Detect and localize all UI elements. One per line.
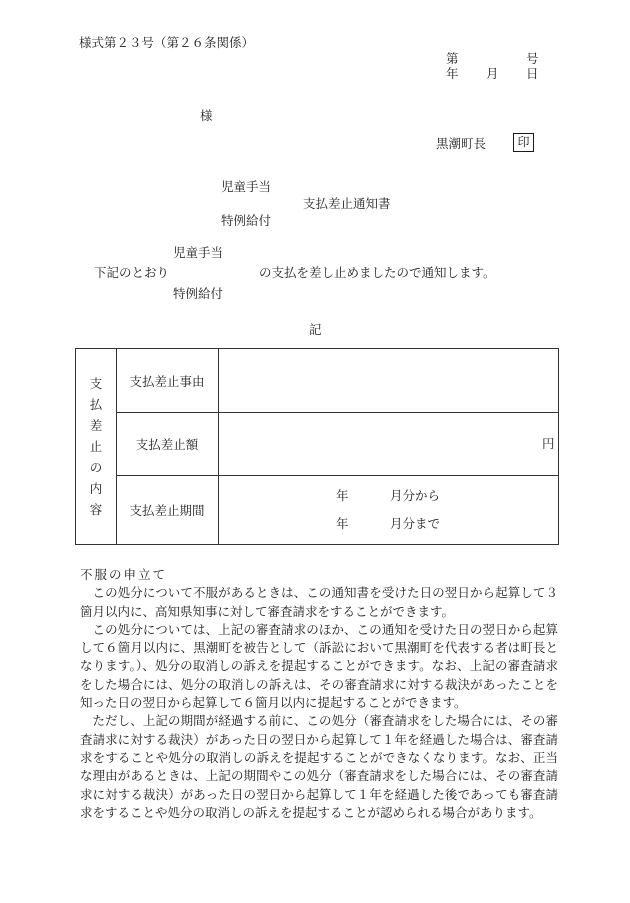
- vertical-header-char: 容: [89, 502, 103, 517]
- period-from-month: 月分から: [390, 488, 441, 503]
- period-to-year: 年: [336, 516, 349, 531]
- row-label-text: 支払差止事由: [129, 373, 205, 389]
- row-label-reason: [116, 349, 218, 412]
- notice-paragraph: この処分については、上記の審査請求のほか、この通知を受けた日の翌日から起算して６箇月以内に、黒潮町を被告として（訴訟において黒潮町を代表する者は町長となります。）、処分の取消しの訴えを提起することができます。なお、上記の審査請求をした場合には、処分の取消しの訴えは、その審査請求に対する裁決があったことを知った日の翌日から起算して６箇月以内に提起することができます。: [80, 621, 558, 711]
- addressee-suffix: 様: [200, 108, 213, 123]
- document-title: 支払差止通知書: [303, 196, 391, 211]
- doc-date-day: 日: [526, 66, 539, 81]
- row-label-text: 支払差止額: [135, 436, 199, 452]
- title-option-2: 特例給付: [221, 213, 272, 228]
- appeal-notice: [80, 566, 558, 822]
- notice-heading: 不服の申立て: [80, 567, 168, 582]
- vertical-header-char: 差: [89, 418, 103, 433]
- title-option-1: 児童手当: [221, 179, 272, 194]
- issuer: 黒潮町長: [436, 136, 487, 151]
- row-label-period: [116, 475, 218, 544]
- doc-date-year: 年: [446, 66, 459, 81]
- doc-number-dai: 第: [446, 51, 459, 66]
- notice-paragraph: ただし、上記の期間が経過する前に、この処分（審査請求をした場合には、その審査請求に対する裁決）があった日の翌日から起算して１年を経過した場合は、審査請求をすることや処分の取消しの訴えを提起することができなくなります。なお、正当な理由があるときは、上記の期間やこの処分（審査請求をした場合には、その審査請求に対する裁決）があった日の翌日から起算して１年を経過した後であっても審査請求をすることや処分の取消しの訴えを提起することが認められる場合があります。: [80, 713, 558, 820]
- vertical-header-char: 止: [89, 439, 103, 454]
- row-label-amount: [116, 412, 218, 475]
- doc-date-month: 月: [486, 66, 499, 81]
- period-from-year: 年: [336, 488, 349, 503]
- intro-option-1: 児童手当: [173, 245, 224, 260]
- notice-paragraph: この処分について不服があるときは、この通知書を受けた日の翌日から起算して３箇月以内に、高知県知事に対して審査請求をすることができます。: [80, 585, 558, 619]
- vertical-header-char: の: [89, 460, 103, 475]
- amount-unit: 円: [542, 436, 555, 451]
- vertical-header-char: 内: [89, 481, 103, 496]
- vertical-header-char: 支: [89, 376, 103, 391]
- vertical-header: [76, 349, 116, 544]
- doc-number-go: 号: [526, 51, 539, 66]
- ki-heading: 記: [309, 322, 322, 337]
- row-label-text: 支払差止期間: [129, 502, 205, 518]
- details-table: [75, 348, 559, 545]
- seal-stamp: 印: [513, 133, 534, 152]
- period-to-month: 月分まで: [390, 516, 441, 531]
- vertical-header-char: 払: [89, 397, 103, 412]
- intro-prefix: 下記のとおり: [94, 265, 170, 280]
- row-value-reason: [218, 349, 558, 412]
- intro-suffix: の支払を差し止めましたので通知します。: [259, 265, 496, 280]
- intro-option-2: 特例給付: [173, 286, 224, 301]
- form-label: 様式第２３号（第２６条関係）: [79, 35, 255, 50]
